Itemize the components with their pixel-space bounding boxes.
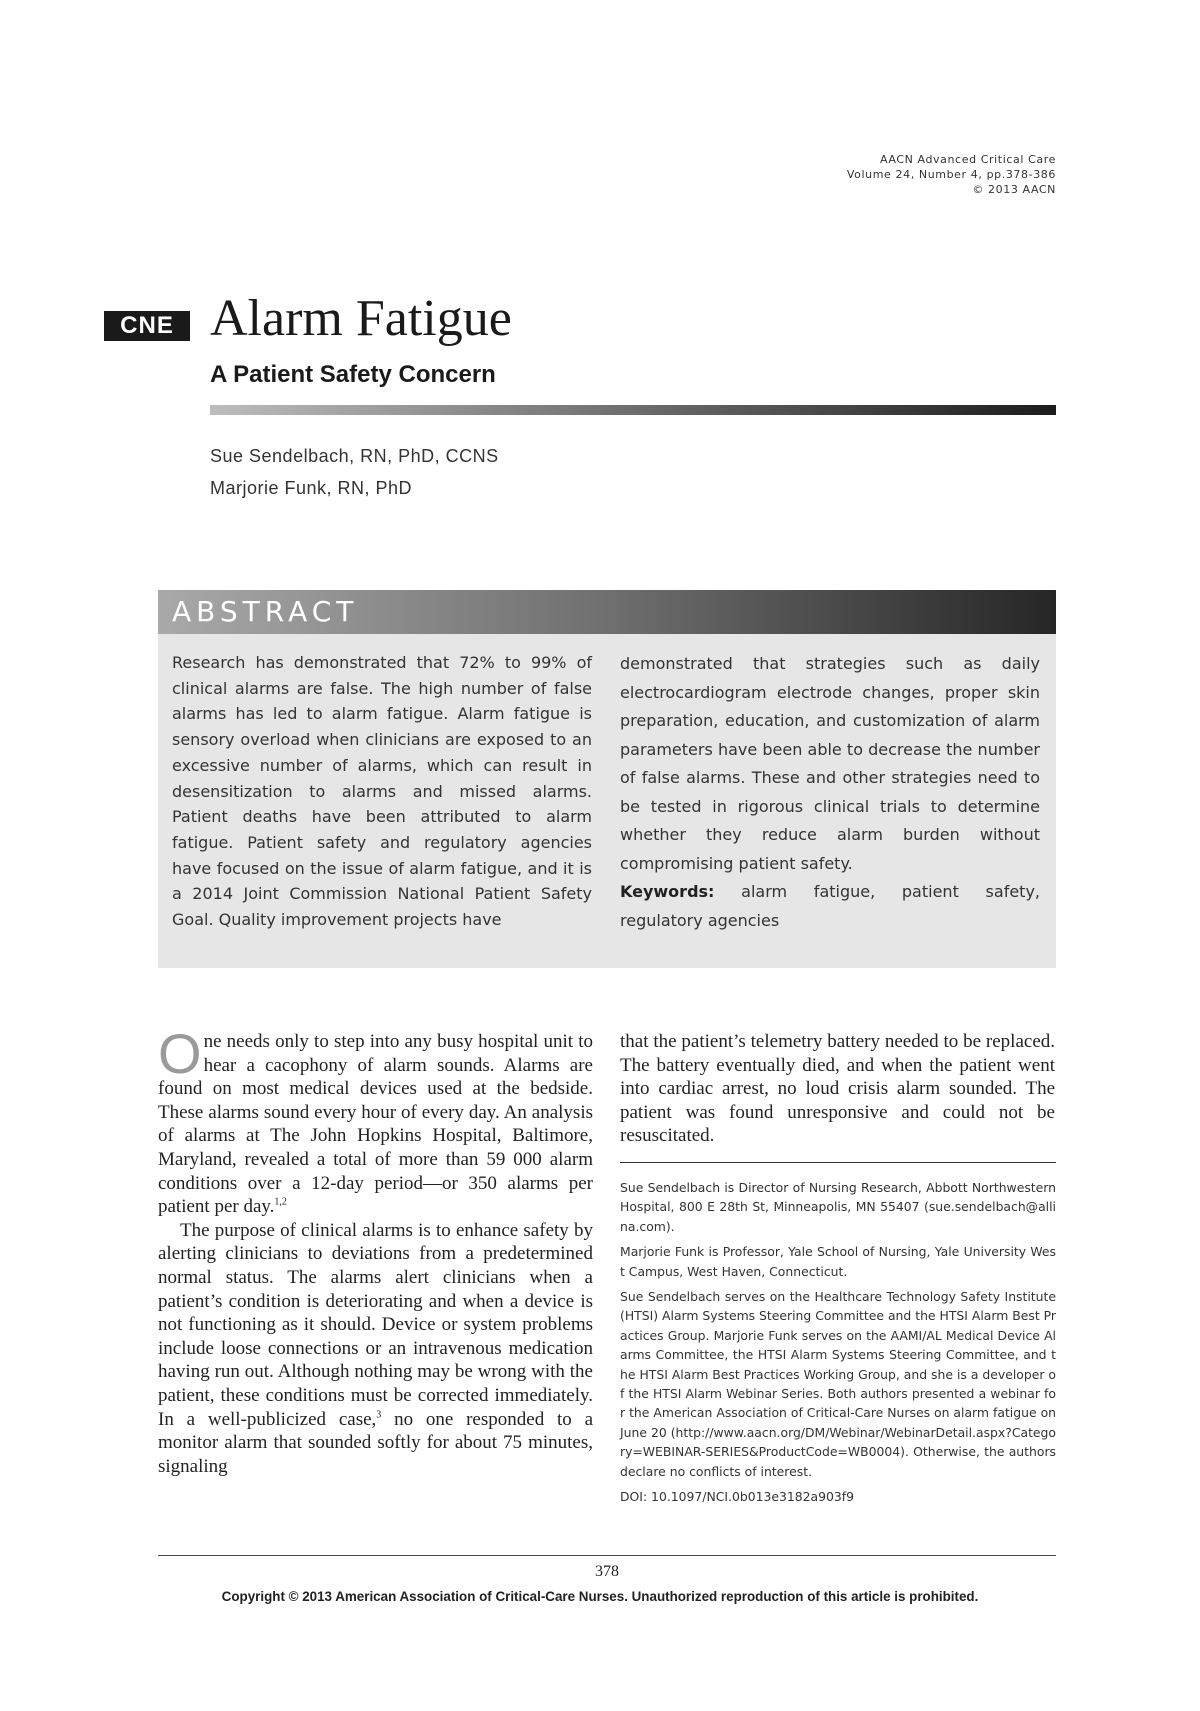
article-title: Alarm Fatigue — [210, 290, 512, 347]
journal-name: AACN Advanced Critical Care — [879, 153, 1056, 166]
body-right-column — [620, 1030, 1055, 1148]
article-subtitle: A Patient Safety Concern — [210, 361, 496, 388]
body-paragraph-2-text-a: The purpose of clinical alarms is to enhance safety by alerting clinicians to deviations from a predetermined normal status. The alarms alert clinicians when a patient’s condition is deteriorating and when a device is not functioning as it should. Device or system problems include loose connections or an intravenous medication having run out. Although nothing may be wrong with the patient, these conditions must be corrected immediately. In a well-publicized case, — [158, 1219, 593, 1430]
citation-ref: 1,2 — [274, 1196, 287, 1208]
abstract-left-text: Research has demonstrated that 72% to 99% of clinical alarms are false. The high number of false alarms has led to alarm fatigue. Alarm fatigue is sensory overload when clinicians are exposed to an excessive number of alarms, which can result in desensitization to alarms and missed alarms. Patient deaths have been attributed to alarm fatigue. Patient safety and regulatory agencies have focused on the issue of alarm fatigue, and it is a 2014 Joint Commission National Patient Safety Goal. Quality improvement projects have — [172, 653, 592, 930]
body-paragraph-3: that the patient’s telemetry battery needed to be replaced. The battery eventually died, and when the patient went into cardiac arrest, no loud crisis alarm sounded. The patient was found unresponsive and could not be resuscitated. — [620, 1031, 1055, 1147]
abstract-box — [158, 634, 1056, 968]
title-divider — [210, 405, 1056, 415]
disclosure-note: Sue Sendelbach serves on the Healthcare Technology Safety Institute (HTSI) Alarm Systems Steering Committee and the HTSI Alarm Best Practices Group. Marjorie Funk serves on the AAMI/AL Medical Device Alarms Committee, the HTSI Alarm Systems Steering Committee, and the HTSI Alarm Best Practices Working Group, and she is a developer of the HTSI Alarm Webinar Series. Both authors presented a webinar for the American Association of Critical-Care Nurses on alarm fatigue on June 20 (http://www.aacn.org/DM/Webinar/WebinarDetail.aspx?Category=WEBINAR-SERIES&ProductCode=WB0004). Otherwise, the authors declare no conflicts of interest. — [620, 1289, 1056, 1479]
keywords-line — [620, 878, 1040, 935]
abstract-left-column — [172, 650, 592, 933]
author-1: Sue Sendelbach, RN, PhD, CCNS — [210, 446, 499, 466]
abstract-header — [158, 590, 1056, 634]
journal-info — [656, 152, 1056, 197]
body-paragraph-2 — [158, 1219, 593, 1479]
body-left-column — [158, 1022, 593, 1478]
abstract-right-column — [620, 650, 1040, 935]
doi: DOI: 10.1097/NCI.0b013e3182a903f9 — [620, 1489, 855, 1505]
author-notes — [620, 1178, 1056, 1513]
footer-divider — [158, 1555, 1056, 1556]
page-number: 378 — [595, 1563, 619, 1580]
body-paragraph-1 — [158, 1022, 593, 1219]
author-2: Marjorie Funk, RN, PhD — [210, 478, 413, 498]
cne-badge: CNE — [104, 311, 190, 341]
notes-divider — [620, 1162, 1056, 1163]
author-note-1: Sue Sendelbach is Director of Nursing Research, Abbott Northwestern Hospital, 800 E 28th St, Minneapolis, MN 55407 (sue.sendelbach@allina.com). — [620, 1180, 1056, 1234]
citation-ref: 3 — [376, 1409, 382, 1421]
author-note-2: Marjorie Funk is Professor, Yale School of Nursing, Yale University West Campus, West Haven, Connecticut. — [620, 1244, 1056, 1279]
journal-copyright: © 2013 AACN — [972, 183, 1056, 196]
body-paragraph-2-text-b: no one responded to a monitor alarm that sounded softly for about 75 minutes, signaling — [158, 1408, 593, 1477]
keywords-label: Keywords: — [620, 882, 715, 901]
abstract-right-text: demonstrated that strategies such as daily electrocardiogram electrode changes, proper skin preparation, education, and customization of alarm parameters have been able to decrease the number of false alarms. These and other strategies need to be tested in rigorous clinical trials to determine whether they reduce alarm burden without compromising patient safety. — [620, 654, 1040, 873]
journal-volume: Volume 24, Number 4, pp.378-386 — [846, 168, 1056, 181]
keywords-text: alarm fatigue, patient safety, regulatory agencies — [620, 882, 1040, 930]
drop-cap: O — [158, 1022, 202, 1085]
copyright-notice: Copyright © 2013 American Association of Critical-Care Nurses. Unauthorized reproduction of this article is prohibited. — [221, 1589, 979, 1604]
body-paragraph-1-text: ne needs only to step into any busy hospital unit to hear a cacophony of alarm sounds. Alarms are found on most medical devices used at the bedside. These alarms sound every hour of every day. An analysis of alarms at The John Hopkins Hospital, Baltimore, Maryland, revealed a total of more than 59 000 alarm conditions over a 12-day period—or 350 alarms per patient per day. — [158, 1031, 593, 1218]
abstract-heading: ABSTRACT — [172, 595, 359, 628]
